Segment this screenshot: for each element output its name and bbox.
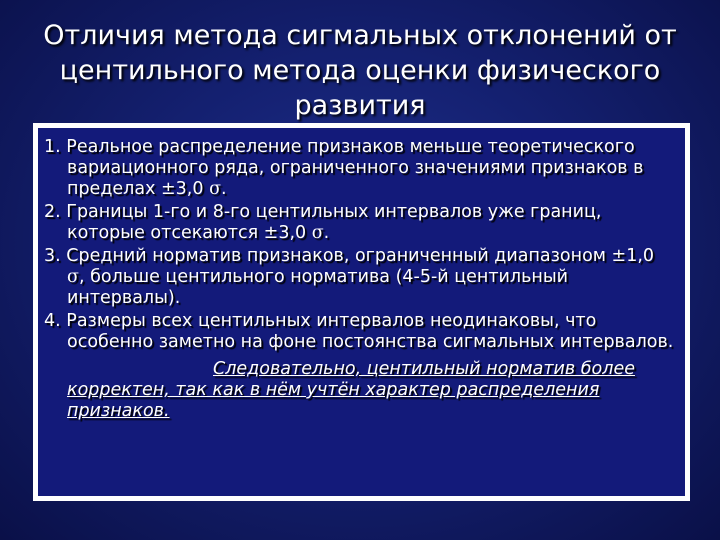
item-text-end: .	[323, 223, 330, 243]
slide-title: Отличия метода сигмальных отклонений от центильного метода оценки физического развития	[43, 20, 677, 121]
sigma-symbol: σ	[67, 267, 79, 287]
conclusion-text	[44, 359, 677, 422]
item-text: Реальное распределение признаков меньше теоретического вариационного ряда, ограниченного значениями признаков в пределах ±3,0	[66, 137, 644, 199]
item-number: 1.	[44, 137, 61, 157]
list-item	[44, 311, 677, 353]
item-text-end: , больше центильного норматива (4-5-й центильный интервалы).	[67, 267, 569, 308]
item-text: Границы 1-го и 8-го центильных интервалов уже границ, которые отсекаются ±3,0	[66, 202, 602, 243]
item-text: Размеры всех центильных интервалов неодинаковы, что особенно заметно на фоне постоянства сигмальных интервалов.	[66, 311, 674, 352]
content-box	[38, 128, 685, 496]
content-frame	[33, 123, 690, 501]
sigma-symbol: σ	[311, 223, 324, 243]
list-item	[44, 246, 677, 309]
conclusion-body: Следовательно, центильный норматив более корректен, так как в нём учтён характер распределения признаков.	[67, 359, 635, 421]
item-number: 4.	[44, 311, 61, 331]
item-number: 3.	[44, 246, 61, 266]
item-number: 2.	[44, 202, 61, 222]
list-item	[44, 202, 677, 244]
item-text: Средний норматив признаков, ограниченный диапазоном ±1,0	[66, 246, 655, 266]
list-item	[44, 137, 677, 200]
sigma-symbol: σ	[209, 179, 222, 199]
item-text-end: .	[221, 179, 227, 199]
